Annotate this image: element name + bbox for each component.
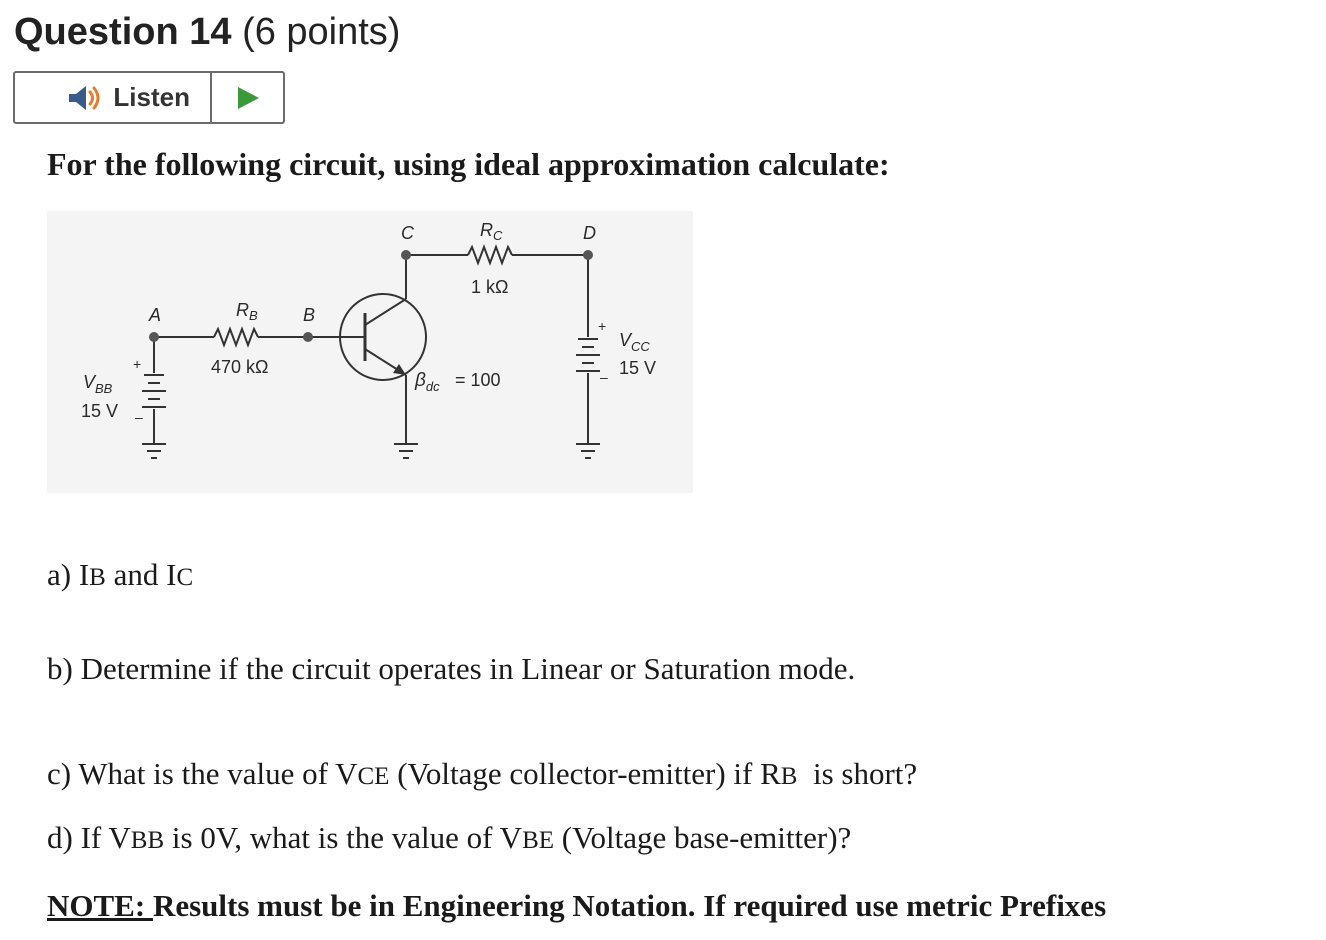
note-label: NOTE:: [47, 888, 153, 923]
rc-label: [480, 220, 503, 243]
item-c-part1: c) What is the value of V: [47, 756, 358, 791]
vbb-plus: +: [133, 356, 142, 372]
vcc-label: [619, 330, 650, 354]
beta-subscript: dc: [425, 379, 440, 394]
rb-value: 470 kΩ: [211, 357, 269, 377]
item-c: [47, 756, 917, 792]
item-a-i: I: [78, 557, 90, 592]
question-number: Question 14: [14, 11, 232, 53]
rc-symbol: R: [480, 220, 493, 240]
node-a-label: A: [149, 305, 162, 325]
listen-button[interactable]: [15, 73, 212, 122]
vbb-symbol: V: [83, 372, 96, 392]
item-d-part2: is 0V, what is the value of V: [164, 820, 523, 855]
item-c-part2: (Voltage collector-emitter) if R: [389, 756, 781, 791]
item-a-i2: I: [166, 557, 177, 592]
vcc-symbol: V: [619, 330, 632, 350]
vbb-minus: –: [135, 409, 143, 425]
node-c-label: C: [401, 223, 414, 243]
vbb-subscript: BB: [95, 381, 113, 396]
beta-value: = 100: [455, 370, 501, 390]
note-text: Results must be in Engineering Notation. If required use metric Prefixes: [152, 888, 1107, 923]
circuit-diagram: [47, 211, 693, 493]
play-button[interactable]: [212, 73, 283, 122]
play-icon: [235, 85, 261, 111]
item-c-b: B: [780, 763, 798, 790]
beta-symbol: β: [415, 370, 426, 391]
speaker-icon: [67, 84, 105, 112]
item-d-part3: (Voltage base-emitter)?: [554, 820, 852, 855]
item-a-prefix: a): [47, 557, 79, 592]
vbb-label: [83, 372, 113, 396]
beta-label: [414, 370, 440, 394]
item-c-ce: CE: [357, 763, 390, 790]
item-b: b) Determine if the circuit operates in Linear or Saturation mode.: [47, 651, 856, 686]
question-prompt: For the following circuit, using ideal approximation calculate:: [47, 146, 890, 182]
vcc-minus: –: [600, 369, 608, 385]
item-a: [47, 557, 193, 593]
question-title: [14, 8, 400, 56]
rc-value: 1 kΩ: [471, 277, 509, 297]
node-b-label: B: [303, 305, 316, 325]
item-d-be: BE: [522, 827, 555, 854]
vcc-subscript: CC: [631, 339, 650, 354]
rb-label: [236, 300, 258, 323]
item-c-part3: is short?: [797, 756, 918, 791]
item-d-bb: BB: [130, 827, 165, 854]
note: [47, 888, 1106, 924]
question-points: (6 points): [242, 11, 401, 53]
rc-subscript: C: [493, 228, 503, 243]
vbb-value: 15 V: [81, 401, 119, 421]
listen-widget: [13, 71, 285, 124]
item-a-b-sub: B: [89, 564, 106, 591]
vcc-value: 15 V: [619, 358, 657, 378]
node-d-label: D: [583, 223, 596, 243]
item-d: [47, 820, 851, 856]
vcc-plus: +: [598, 318, 607, 334]
item-a-and: and: [105, 557, 167, 592]
circuit-schematic: [47, 211, 693, 493]
listen-label: Listen: [113, 82, 190, 112]
rb-subscript: B: [249, 308, 258, 323]
item-a-c-sub: C: [176, 564, 194, 591]
item-d-part1: d) If V: [47, 820, 131, 855]
rb-symbol: R: [236, 300, 249, 320]
